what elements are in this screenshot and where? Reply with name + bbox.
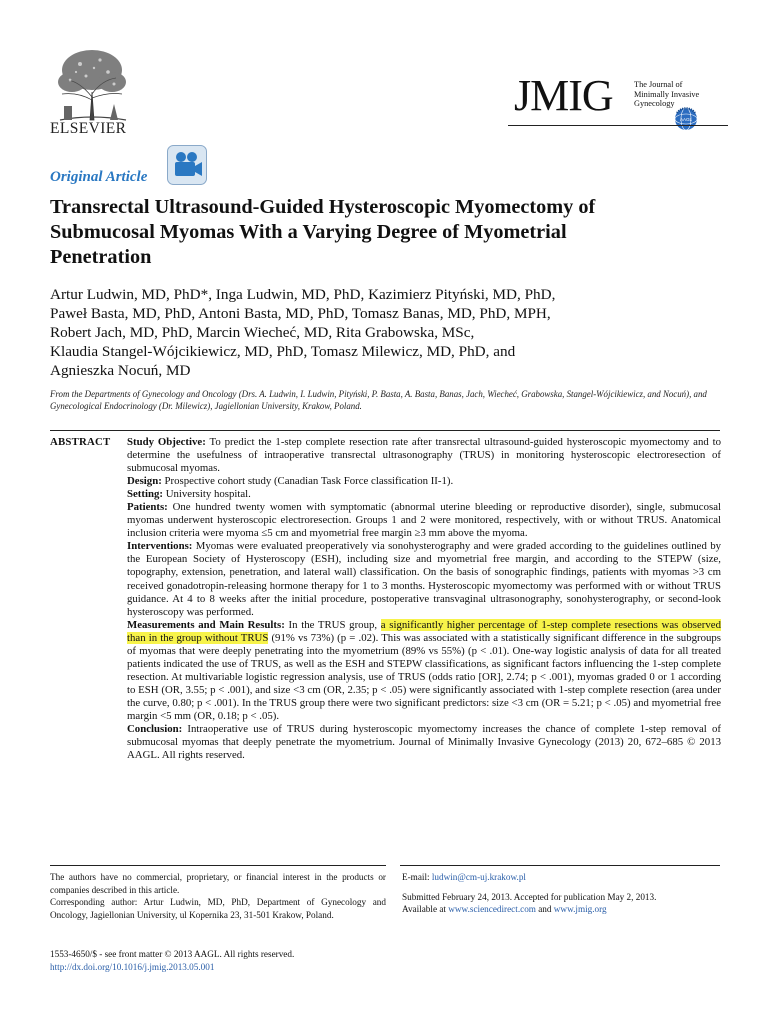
submission-dates: Submitted February 24, 2013. Accepted for publication May 2, 2013. [402, 891, 657, 902]
abstract-label: ABSTRACT [50, 436, 111, 448]
author-line: Paweł Basta, MD, PhD, Antoni Basta, MD, PhD, Tomasz Banas, MD, PhD, MPH, [50, 305, 551, 322]
article-title: Transrectal Ultrasound-Guided Hysteroscopic Myomectomy of Submucosal Myomas With a Varying Degree of Myometrial Penetration [50, 196, 596, 268]
journal-full-name: The Journal of Minimally Invasive Gynecology [634, 80, 700, 108]
doi-link[interactable]: http://dx.doi.org/10.1016/j.jmig.2013.05.001 [50, 962, 215, 972]
abstract-patients: Patients: One hundred twenty women with symptomatic (abnormal uterine bleeding or reproductive disorder), single, submucosal myomas underwent hysteroscopic electroresection. Groups 1 and 2 were monitored, respectively, with or without TRUS. Anatomical inclusion criteria were myoma ≤5 cm and myometrial free margin ≥3 mm above the myoma. [127, 501, 721, 540]
email-line: E-mail: ludwin@cm-uj.krakow.pl [402, 872, 526, 882]
abstract-body [127, 436, 721, 762]
email-link[interactable]: ludwin@cm-uj.krakow.pl [431, 872, 526, 882]
issn-line: 1553-4650/$ - see front matter © 2013 AAGL. All rights reserved. [50, 949, 295, 959]
abstract-setting: Setting: University hospital. [127, 488, 251, 501]
abstract-conclusion: Conclusion: Intraoperative use of TRUS during hysteroscopic myomectomy increases the chance of complete 1-step removal of submucosal myomas that deeply penetrate the myometrium. Journal of Minimally Invasive Gynecology (2013) 20, 672–685 © 2013 AAGL. All rights reserved. [127, 723, 721, 762]
author-line: Artur Ludwin, MD, PhD*, Inga Ludwin, MD, PhD, Kazimierz Pityński, MD, PhD, [50, 286, 556, 303]
publisher-name: ELSEVIER [50, 120, 127, 137]
affiliation: From the Departments of Gynecology and Oncology (Drs. A. Ludwin, I. Ludwin, Pityński, P. Basta, A. Basta, Banas, Jach, Wiecheć, Grabowska, Stangel-Wójcikiewicz, and Nocuń), and Gynecological Endocrinology (Dr. Milewicz), Jagiellonian University, Krakow, Poland. [50, 389, 707, 411]
journal-abbrev: JMIG [514, 71, 613, 120]
footnote-divider-left [50, 865, 386, 866]
aagl-globe-icon [673, 106, 699, 132]
abstract-design: Design: Prospective cohort study (Canadian Task Force classification II-1). [127, 475, 454, 488]
article-type-label: Original Article [50, 169, 148, 185]
video-camera-icon[interactable] [167, 145, 207, 185]
svg-text:AAGL: AAGL [679, 117, 693, 122]
disclosure-note: The authors have no commercial, proprietary, or financial interest in the products or companies described in this article. [50, 872, 386, 895]
abstract-interventions: Interventions: Myomas were evaluated preoperatively via sonohysterography and were graded according to the guidelines outlined by the European Society of Hysteroscopy (ESH), including size and myometrial free margin, and according to the STEPW (size, topography, extension, penetration, and lateral wall) classification. On the basis of sonographic findings, patients with myomas >3 cm received gonadotropin-releasing hormone therapy for 1 to 3 months. Hysteroscopic myomectomy was performed with or without TRUS guidance. At 4 to 8 weeks after the initial procedure, postoperative transvaginal ultrasonography, sonohysterography, or second-look hysteroscopy was performed. [127, 540, 721, 618]
jmig-link[interactable]: www.jmig.org [553, 904, 607, 914]
footnote-divider-right [400, 865, 720, 866]
footnote-left [50, 871, 386, 921]
highlighted-text[interactable]: a significantly higher percentage of 1-step complete resections was observed than in the group without TRUS [127, 618, 721, 644]
sciencedirect-link[interactable]: www.sciencedirect.com [448, 904, 536, 914]
abstract-objective: Study Objective: To predict the 1-step complete resection rate after transrectal ultrasound-guided hysteroscopic myomectomy and to determine the usefulness of intraoperative transrectal ultrasonography (TRUS) in monitoring hysteroscopic electroresection of submucosal myomas. [127, 436, 721, 475]
author-line: Robert Jach, MD, PhD, Marcin Wiecheć, MD, Rita Grabowska, MSc, [50, 324, 475, 341]
masthead-rule [508, 125, 728, 126]
author-list [50, 285, 690, 380]
author-line: Agnieszka Nocuń, MD [50, 362, 191, 379]
availability-line: Available at www.sciencedirect.com and www.jmig.org [402, 904, 607, 914]
footnote-right [402, 871, 722, 916]
journal-masthead [508, 70, 728, 130]
abstract-divider [50, 430, 720, 431]
author-line: Klaudia Stangel-Wójcikiewicz, MD, PhD, Tomasz Milewicz, MD, PhD, and [50, 343, 516, 360]
abstract-results: Measurements and Main Results: In the TRUS group, a significantly higher percentage of 1-step complete resections was observed than in the group without TRUS (91% vs 73%) (p = .02). This was associated with a statistically significant difference in the subgroups of myomas that were deeply penetrating into the myometrium (89% vs 55%) (p < .01). One-way logistic analysis of data for all treated patients indicated the use of TRUS, as well as the ESH and STEPW classifications, as significant factors influencing the 1-step complete resection. At multivariable logistic regression analysis, use of TRUS (odds ratio [OR], 2.74; p < .001), myomas graded 0 or 1 according to ESH (OR, 3.55; p < .001), and size <3 cm (OR, 2.35; p < .05) were significantly associated with 1-step complete resection (area under the curve, 0.80; p < .001). In the TRUS group there were two significant predictors: size <3 cm (OR = 5.21; p < .05) and myometrial free margin <5 mm (OR, 0.18; p < .05). [127, 618, 721, 722]
corresponding-author-note: Corresponding author: Artur Ludwin, MD, PhD, Department of Gynecology and Oncology, Jagiellonian University, ul Kopernika 23, 31-501 Krakow, Poland. [50, 897, 386, 920]
